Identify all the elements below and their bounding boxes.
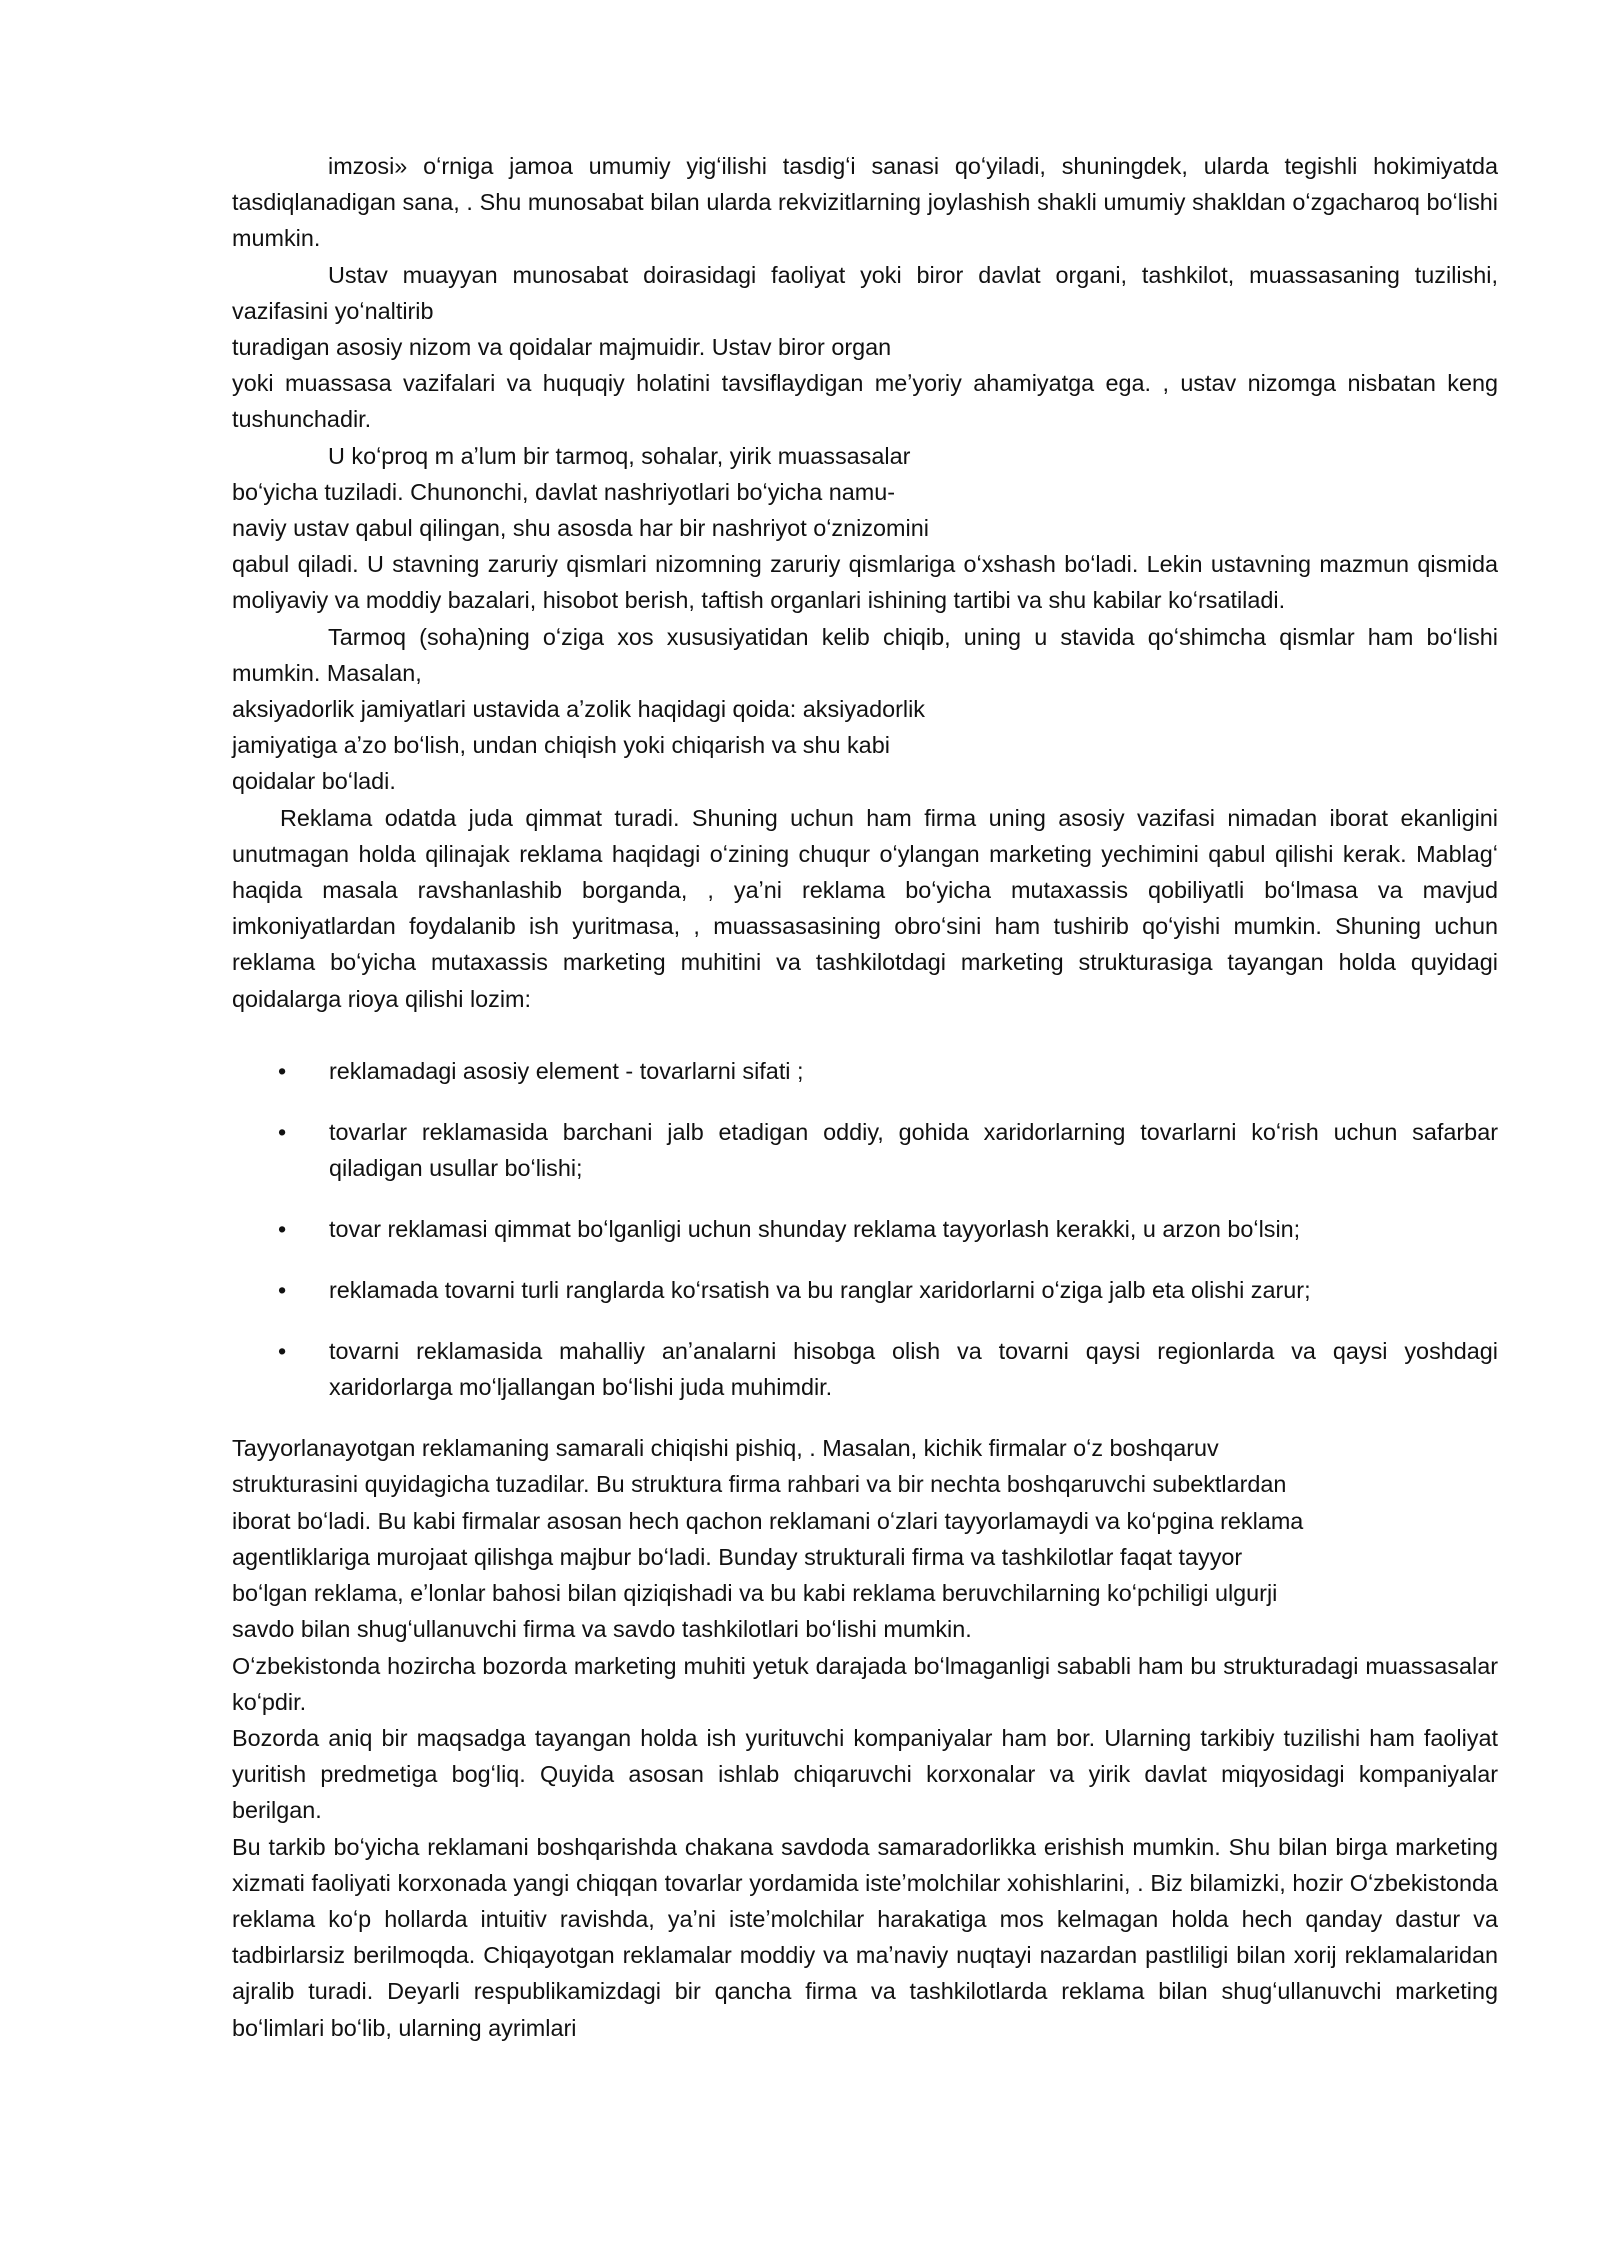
paragraph bbox=[232, 619, 1498, 691]
paragraph bbox=[232, 438, 1498, 474]
paragraph-text: jamiyatiga aʼzo boʻlish, undan chiqish yoki chiqarish va shu kabi bbox=[232, 732, 890, 759]
paragraph-text: imzosi» oʻrniga jamoa umumiy yigʻilishi tasdigʻi sanasi qoʻyiladi, shuningdek, ularda tegishli hokimiyatda tasdiqlanadigan sana, . Shu munosabat bilan ularda rekvizitlarning joylashish shakli umumiy shakldan oʻzgacharoq boʻlishi mumkin. bbox=[232, 153, 1498, 252]
paragraph-text: strukturasini quyidagicha tuzadilar. Bu struktura firma rahbari va bir nechta boshqaruvchi subektlardan bbox=[232, 1471, 1287, 1498]
document-page bbox=[232, 148, 1498, 2046]
paragraph-text: Ustav muayyan munosabat doirasidagi faoliyat yoki biror davlat organi, tashkilot, muassasaning tuzilishi, vazifasini yoʻnaltirib bbox=[232, 261, 1498, 324]
list-item bbox=[232, 1114, 1498, 1186]
paragraph bbox=[232, 546, 1498, 618]
paragraph-text: Tarmoq (soha)ning oʻziga xos xususiyatidan kelib chiqib, uning u stavida qoʻshimcha qismlar ham boʻlishi mumkin. Masalan, bbox=[232, 623, 1498, 686]
paragraph-text: boʻyicha tuziladi. Chunonchi, davlat nashriyotlari boʻyicha namu- bbox=[232, 478, 896, 505]
bullet-icon: • bbox=[278, 1338, 287, 1365]
paragraph-text: aksiyadorlik jamiyatlari ustavida aʼzolik haqidagi qoida: aksiyadorlik bbox=[232, 696, 925, 723]
paragraph bbox=[232, 1648, 1498, 1720]
paragraph-text: savdo bilan shugʻullanuvchi firma va savdo tashkilotlari boʻlishi mumkin. bbox=[232, 1616, 972, 1643]
bullet-icon: • bbox=[278, 1118, 287, 1145]
paragraph-text: agentliklariga murojaat qilishga majbur boʻladi. Bunday strukturali firma va tashkilotlar faqat tayyor bbox=[232, 1543, 1243, 1570]
paragraph-text: iborat boʻladi. Bu kabi firmalar asosan hech qachon reklamani oʻzlari tayyorlamaydi va koʻpgina reklama bbox=[232, 1507, 1304, 1534]
paragraph-text: U koʻproq m aʼlum bir tarmoq, sohalar, yirik muassasalar bbox=[328, 442, 911, 469]
paragraph-text: Reklama odatda juda qimmat turadi. Shuning uchun ham firma uning asosiy vazifasi nimadan iborat ekanligini unutmagan holda qilinajak reklama haqidagi oʻzining chuqur oʻylangan marketing yechimini qabul qilishi kerak. Mablagʻ haqida masala ravshanlashib borganda, , yaʼni reklama boʻyicha mutaxassis qobiliyatli boʻlmasa va mavjud imkoniyatlardan foydalanib ish yuritmasa, , muassasasining obroʻsini ham tushirib qoʻyishi mumkin. Shuning uchun reklama boʻyicha mutaxassis marketing muhitini va tashkilotdagi marketing strukturasiga tayangan holda quyidagi qoidalarga rioya qilishi lozim: bbox=[232, 804, 1498, 1012]
paragraph-text: Oʻzbekistonda hozircha bozorda marketing muhiti yetuk darajada boʻlmaganligi sababli ham bu strukturadagi muassasalar koʻpdir. bbox=[232, 1652, 1498, 1715]
paragraph bbox=[232, 800, 1498, 1017]
list-item-text: reklamada tovarni turli ranglarda koʻrsatish va bu ranglar xaridorlarni oʻziga jalb eta olishi zarur; bbox=[329, 1277, 1311, 1304]
list-item-text: reklamadagi asosiy element - tovarlarni sifati ; bbox=[329, 1057, 804, 1084]
paragraph bbox=[232, 365, 1498, 437]
paragraph bbox=[232, 727, 1498, 763]
paragraph-text: boʻlgan reklama, eʼlonlar bahosi bilan qiziqishadi va bu kabi reklama beruvchilarning koʻpchiligi ulgurji bbox=[232, 1580, 1278, 1607]
list-item bbox=[232, 1211, 1498, 1247]
list-item-text: tovarni reklamasida mahalliy anʼanalarni hisobga olish va tovarni qaysi regionlarda va qaysi yoshdagi xaridorlarga moʻljallangan boʻlishi juda muhimdir. bbox=[329, 1338, 1498, 1401]
document-body-top bbox=[232, 148, 1498, 1017]
list-item-text: tovarlar reklamasida barchani jalb etadigan oddiy, gohida xaridorlarning tovarlarni koʻrish uchun safarbar qiladigan usullar boʻlishi; bbox=[329, 1118, 1498, 1182]
paragraph bbox=[232, 257, 1498, 329]
paragraph-text: qoidalar boʻladi. bbox=[232, 768, 396, 795]
list-item bbox=[232, 1053, 1498, 1089]
paragraph bbox=[232, 148, 1498, 257]
rules-bullet-list bbox=[232, 1053, 1498, 1406]
bullet-icon: • bbox=[278, 1216, 287, 1243]
paragraph-text: qabul qiladi. U stavning zaruriy qismlari nizomning zaruriy qismlariga oʻxshash boʻladi. Lekin ustavning mazmun qismida moliyaviy va moddiy bazalari, hisobot berish, taftish organlari ishining tartibi va shu kabilar koʻrsatiladi. bbox=[232, 551, 1498, 614]
paragraph bbox=[232, 1430, 1498, 1647]
document-body-bottom bbox=[232, 1430, 1498, 2045]
paragraph-text: yoki muassasa vazifalari va huquqiy holatini tavsiflaydigan meʼyoriy ahamiyatga ega. , ustav nizomga nisbatan keng tushunchadir. bbox=[232, 370, 1498, 433]
paragraph bbox=[232, 763, 1498, 799]
paragraph bbox=[232, 329, 1498, 365]
paragraph bbox=[232, 1720, 1498, 1829]
paragraph bbox=[232, 691, 1498, 727]
paragraph-text: naviy ustav qabul qilingan, shu asosda har bir nashriyot oʻznizomini bbox=[232, 515, 929, 542]
bullet-icon: • bbox=[278, 1057, 287, 1084]
paragraph-text: Bu tarkib boʻyicha reklamani boshqarishda chakana savdoda samaradorlikka erishish mumkin. Shu bilan birga marketing xizmati faoliyati korxonada yangi chiqqan tovarlar yordamida isteʼmolchilar xohishlarini, . Biz bilamizki, hozir Oʻzbekistonda reklama koʻp hollarda intuitiv ravishda, yaʼni isteʼmolchilar harakatiga mos kelmagan holda hech qanday dastur va tadbirlarsiz berilmoqda. Chiqayotgan reklamalar moddiy va maʼnaviy nuqtayi nazardan pastliligi bilan xorij reklamalaridan ajralib turadi. Deyarli respublikamizdagi bir qancha firma va tashkilotlarda reklama bilan shugʻullanuvchi marketing boʻlimlari boʻlib, ularning ayrimlari bbox=[232, 1833, 1498, 2041]
paragraph-text: turadigan asosiy nizom va qoidalar majmuidir. Ustav biror organ bbox=[232, 334, 892, 361]
list-item bbox=[232, 1333, 1498, 1405]
paragraph bbox=[232, 474, 1498, 510]
paragraph bbox=[232, 510, 1498, 546]
bullet-icon: • bbox=[278, 1277, 287, 1304]
list-item-text: tovar reklamasi qimmat boʻlganligi uchun shunday reklama tayyorlash kerakki, u arzon boʻlsin; bbox=[329, 1216, 1301, 1243]
paragraph bbox=[232, 1829, 1498, 2046]
paragraph-text: Bozorda aniq bir maqsadga tayangan holda ish yurituvchi kompaniyalar ham bor. Ularning tarkibiy tuzilishi ham faoliyat yuritish predmetiga bogʻliq. Quyida asosan ishlab chiqaruvchi korxonalar va yirik davlat miqyosidagi kompaniyalar berilgan. bbox=[232, 1724, 1498, 1824]
list-item bbox=[232, 1272, 1498, 1308]
paragraph-text: Tayyorlanayotgan reklamaning samarali chiqishi pishiq, . Masalan, kichik firmalar oʻz boshqaruv bbox=[232, 1435, 1219, 1462]
